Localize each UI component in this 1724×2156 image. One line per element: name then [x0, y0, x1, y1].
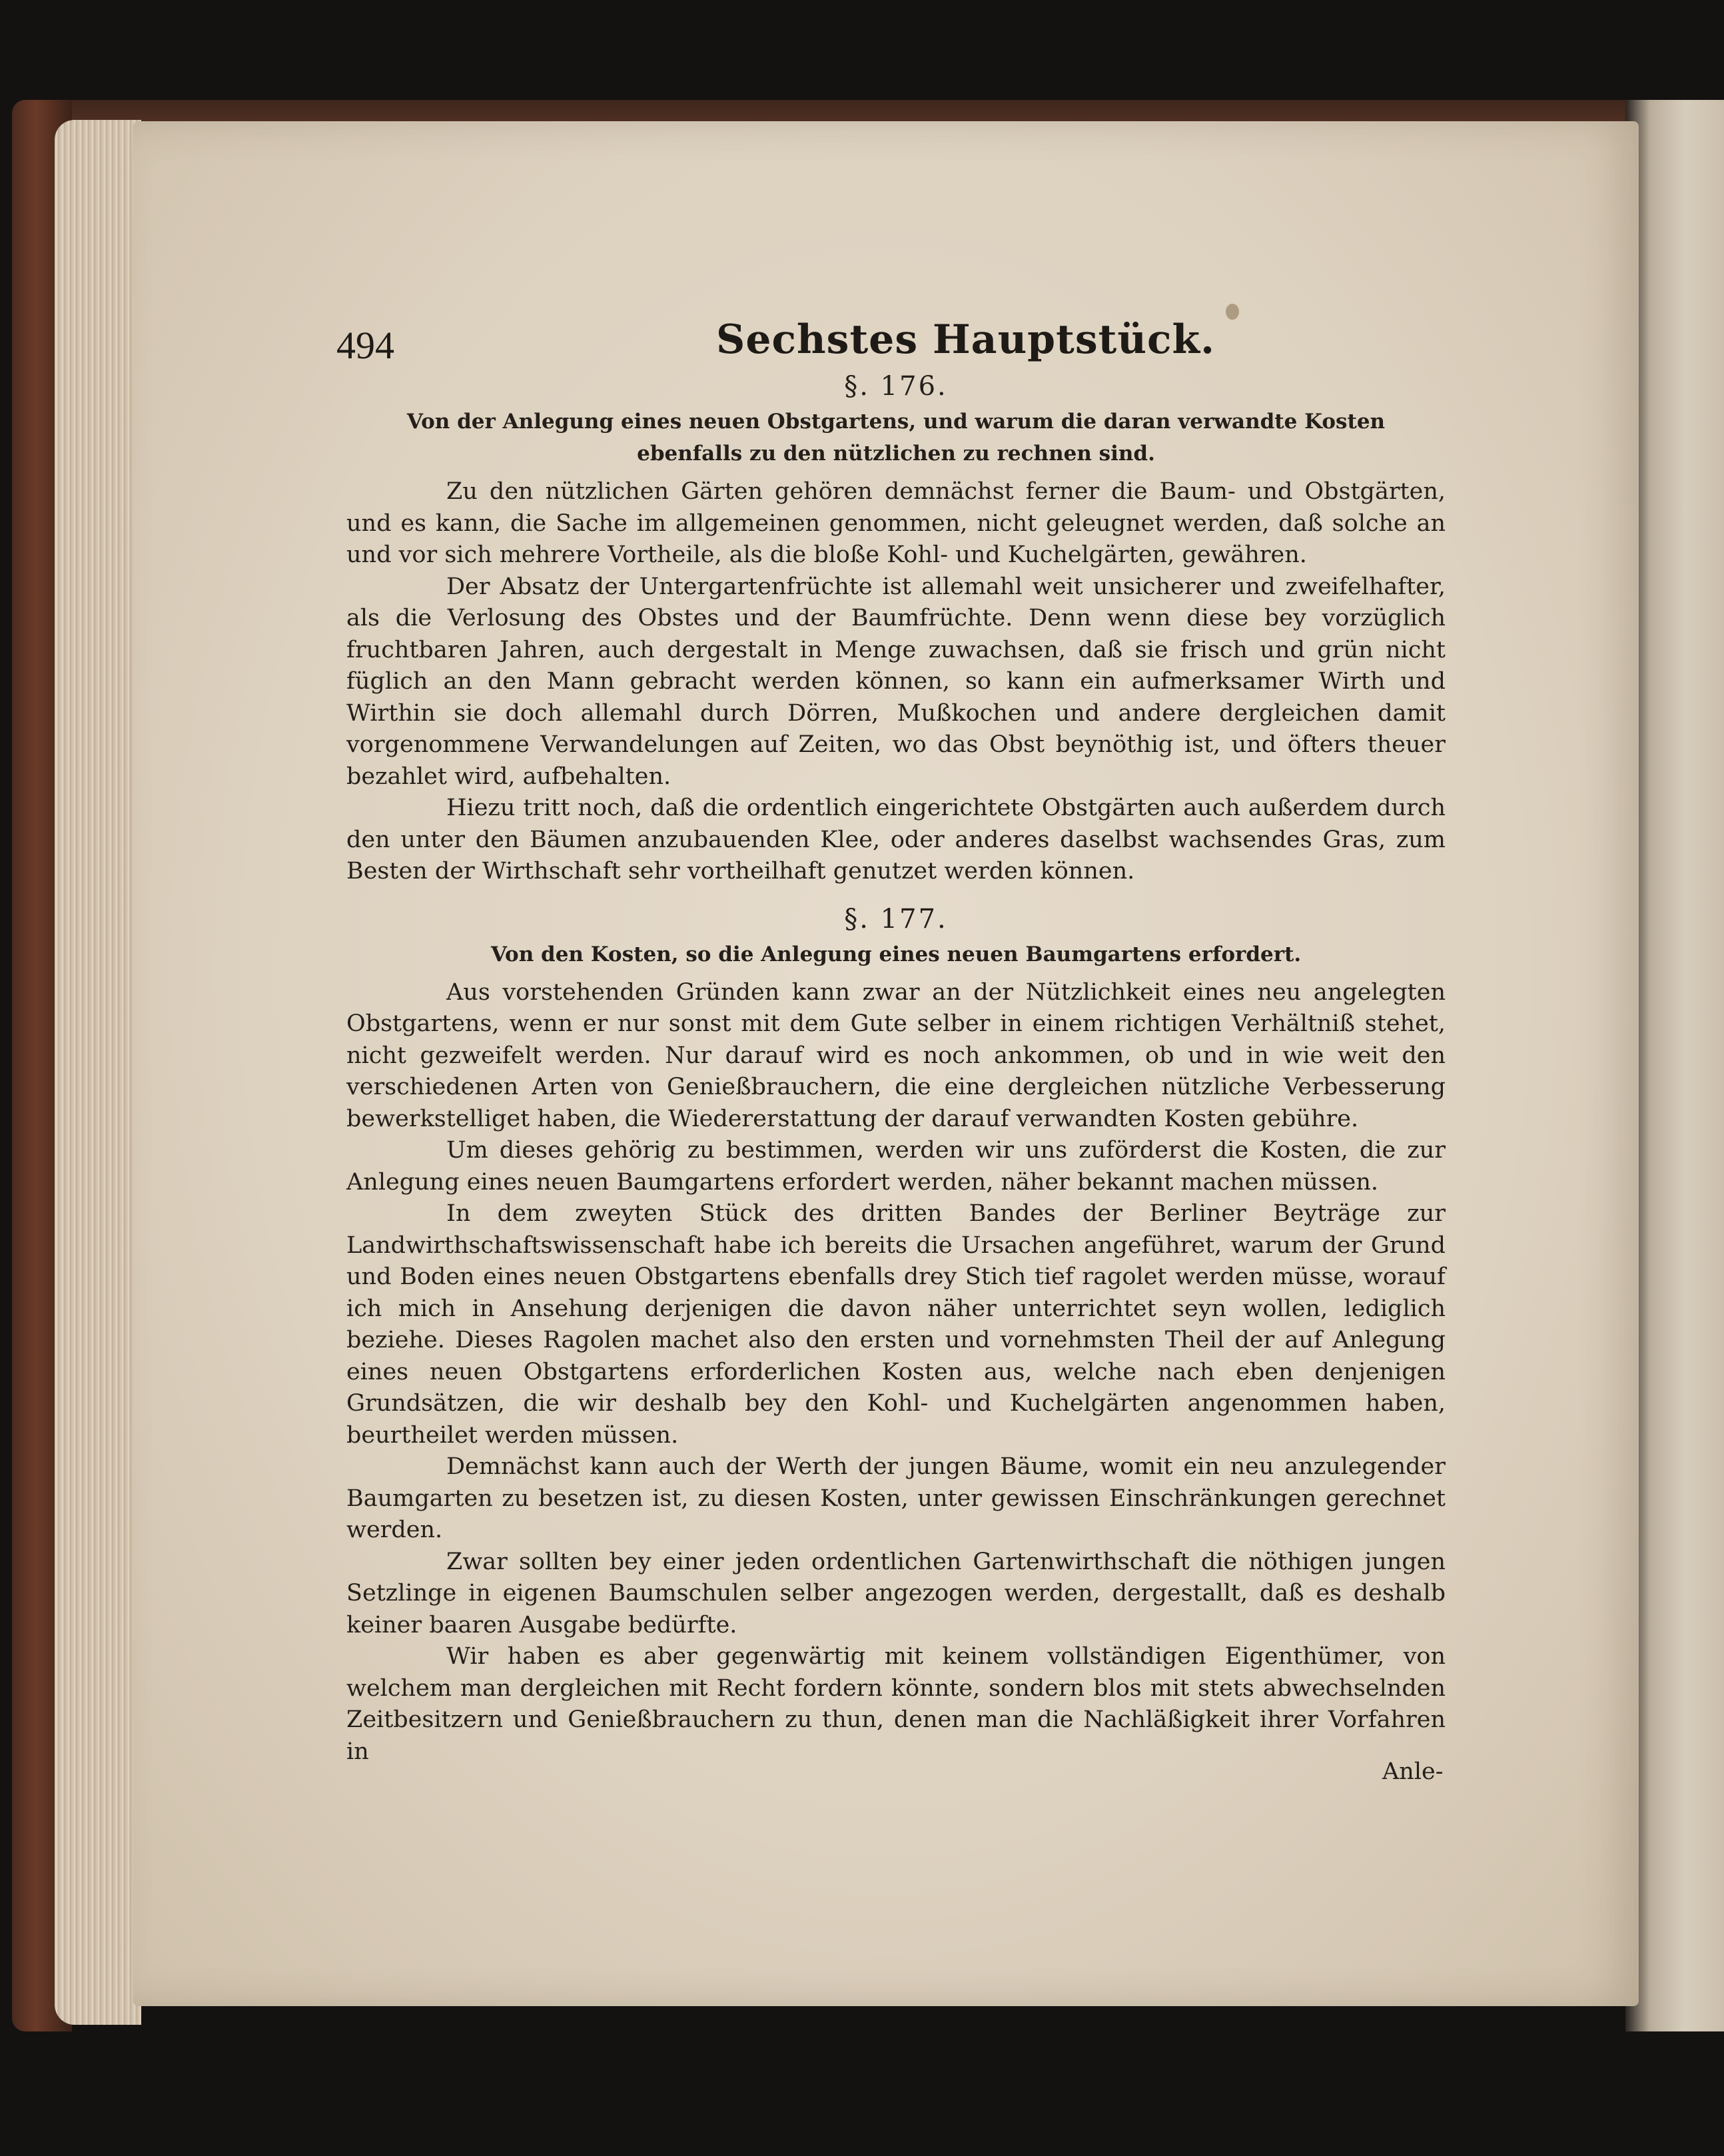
section-title: Von den Kosten, so die Anlegung eines neuen Baumgartens erfordert. — [490, 942, 1302, 966]
page-body — [346, 370, 1446, 1768]
paragraph: In dem zweyten Stück des dritten Bandes der Berliner Beyträge zur Landwirthschaftswissenschaft habe ich bereits die Ursachen angeführet, warum der Grund und Boden eines neuen Obstgartens ebenfalls drey Stich tief ragolet werden müsse, worauf ich mich in Ansehung derjenigen die davon näher unterrichtet seyn wollen, lediglich beziehe. Dieses Ragolen machet also den ersten und vornehmsten Theil der auf Anlegung eines neuen Obstgartens erforderlichen Kosten aus, welche nach eben denjenigen Grundsätzen, die wir deshalb bey den Kohl- und Kuchelgärten angenommen haben, beurtheilet werden müssen. — [346, 1200, 1446, 1449]
page-block-edge — [55, 120, 141, 2025]
paragraph: Um dieses gehörig zu bestimmen, werden wir uns zuförderst die Kosten, die zur Anlegung eines neuen Baumgartens erfordert werden, näher bekannt machen müssen. — [346, 1137, 1446, 1196]
page-header — [336, 316, 1456, 376]
paragraph: Zu den nützlichen Gärten gehören demnächst ferner die Baum- und Obstgärten, und es kann, die Sache im allgemeinen genommen, nicht geleugnet werden, daß solche an und vor sich mehrere Vortheile, als die bloße Kohl- und Kuchelgärten, gewähren. — [346, 478, 1446, 568]
paragraph: Wir haben es aber gegenwärtig mit keinem vollständigen Eigenthümer, von welchem man dergleichen mit Recht fordern könnte, sondern blos mit stets abwechselnden Zeitbesitzern und Genießbrauchern zu thun, denen man die Nachläßigkeit ihrer Vorfahren in — [346, 1643, 1446, 1765]
section-title: Von der Anlegung eines neuen Obstgartens, und warum die daran verwandte Kosten ebenfalls zu den nützlichen zu rechnen sind. — [406, 410, 1386, 466]
section-177 — [346, 904, 1446, 1768]
paragraph: Zwar sollten bey einer jeden ordentlichen Gartenwirthschaft die nöthigen jungen Setzlinge in eigenen Baumschulen selber angezogen werden, dergestallt, daß es deshalb keiner baaren Ausgabe bedürfte. — [346, 1548, 1446, 1638]
section-number: §. 176. — [844, 371, 948, 402]
section-number: §. 177. — [844, 903, 948, 934]
paragraph: Der Absatz der Untergartenfrüchte ist allemahl weit unsicherer und zweifelhafter, als die Verlosung des Obstes und der Baumfrüchte. Denn wenn diese bey vorzüglich fruchtbaren Jahren, auch dergestalt in Menge zuwachsen, daß sie frisch und grün nicht füglich an den Mann gebracht werden können, so kann ein aufmerksamer Wirth und Wirthin sie doch allemahl durch Dörren, Mußkochen und andere dergleichen damit vorgenommene Verwandelungen auf Zeiten, wo das Obst beynöthig ist, und öfters theuer bezahlet wird, aufbehalten. — [346, 573, 1446, 790]
running-head: Sechstes Hauptstück. — [716, 316, 1215, 363]
catchword: Anle- — [1382, 1758, 1444, 1785]
paragraph: Aus vorstehenden Gründen kann zwar an der Nützlichkeit eines neu angelegten Obstgartens, wenn er nur sonst mit dem Gute selber in einem richtigen Verhältniß stehet, nicht gezweifelt werden. Nur darauf wird es noch ankommen, ob und in wie weit den verschiedenen Arten von Genießbrauchern, die eine dergleichen nützliche Verbesserung bewerkstelliget haben, die Wiedererstattung der darauf verwandten Kosten gebühre. — [346, 978, 1446, 1132]
section-176 — [346, 371, 1446, 888]
section-gap — [346, 888, 1446, 902]
page-number: 494 — [336, 324, 394, 367]
paragraph: Hiezu tritt noch, daß die ordentlich eingerichtete Obstgärten auch außerdem durch den unter den Bäumen anzubauenden Klee, oder anderes daselbst wachsendes Gras, zum Besten der Wirthschaft sehr vortheilhaft genutzet werden können. — [346, 795, 1446, 885]
paragraph: Demnächst kann auch der Werth der jungen Bäume, womit ein neu anzulegender Baumgarten zu besetzen ist, zu diesen Kosten, unter gewissen Einschränkungen gerechnet werden. — [346, 1453, 1446, 1543]
facing-page-edge — [1625, 100, 1724, 2031]
